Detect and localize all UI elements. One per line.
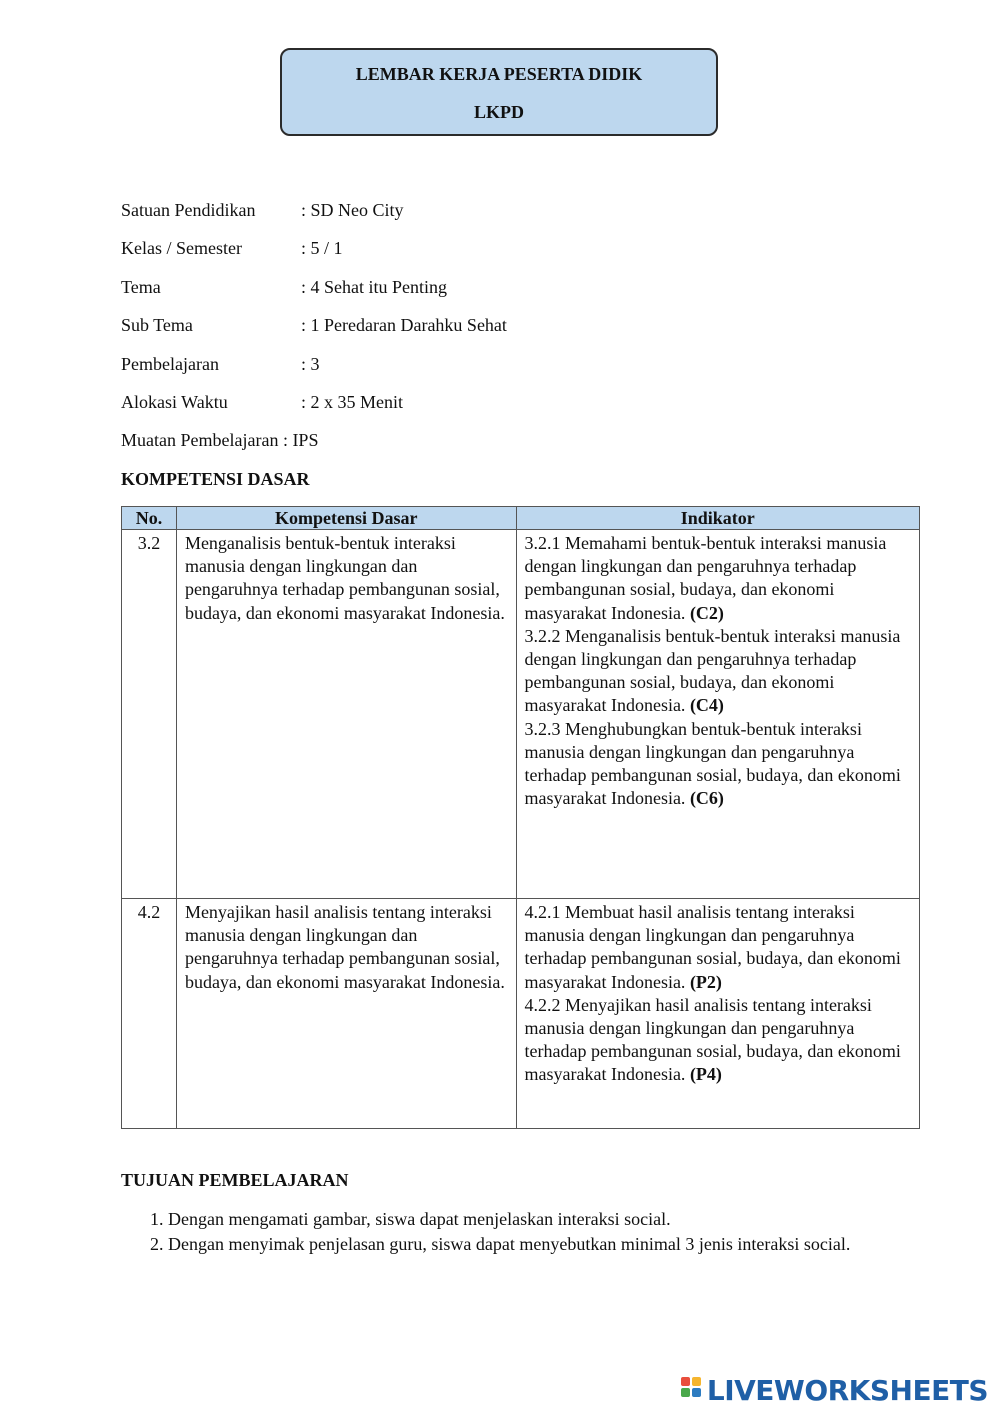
info-label: Alokasi Waktu [121,391,228,412]
indikator-cell [516,899,920,1129]
info-label: Satuan Pendidikan [121,200,256,220]
liveworksheets-icon [681,1377,703,1403]
info-value: : 2 x 35 Menit [301,391,403,412]
identity-section [121,198,507,467]
info-row [121,198,507,236]
muatan-row: Muatan Pembelajaran : IPS [121,430,319,451]
indikator-cell [516,530,920,899]
info-value: : 4 Sehat itu Penting [301,276,447,297]
skill-level: (P2) [689,971,722,992]
info-value: : SD Neo City [301,200,404,220]
indikator-item: 3.2.2 Menganalisis bentuk-bentuk interaksi manusia dengan lingkungan dan pengaruhnya terhadap pembangunan sosial, budaya, dan ekonomi masyarakat Indonesia. (C4) [524,625,901,716]
info-label: Sub Tema [121,315,193,336]
indikator-item: 3.2.3 Menghubungkan bentuk-bentuk interaksi manusia dengan lingkungan dan pengaruhnya terhadap pembangunan sosial, budaya, dan ekonomi masyarakat Indonesia. (C6) [524,718,901,809]
title-box [280,48,718,136]
column-header-indikator: Indikator [516,507,920,530]
info-label: Tema [121,276,161,297]
tujuan-heading: TUJUAN PEMBELAJARAN [121,1170,349,1190]
info-row [121,313,507,351]
info-value: : 5 / 1 [301,238,343,259]
column-header-kd: Kompetensi Dasar [176,507,516,530]
kd-heading: KOMPETENSI DASAR [121,469,310,489]
column-header-no: No. [122,507,177,530]
liveworksheets-logo [681,1374,988,1406]
info-value: : 3 [301,353,320,374]
info-row [121,352,507,390]
document-subtitle: LKPD [473,102,524,122]
skill-level: (P4) [689,1064,722,1085]
info-row [121,236,507,274]
kd-cell: Menganalisis bentuk-bentuk interaksi manusia dengan lingkungan dan pengaruhnya terhadap pembangunan sosial, budaya, dan ekonomi masyarakat Indonesia. [176,530,516,899]
info-label: Kelas / Semester [121,238,242,259]
info-row [121,390,507,428]
competency-table [121,506,920,1129]
info-value: : 1 Peredaran Darahku Sehat [301,315,507,336]
cognitive-level: (C2) [689,602,724,623]
kd-cell: Menyajikan hasil analisis tentang interaksi manusia dengan lingkungan dan pengaruhnya terhadap pembangunan sosial, budaya, dan ekonomi masyarakat Indonesia. [176,899,516,1129]
table-header-row [122,507,920,530]
indikator-item: 4.2.2 Menyajikan hasil analisis tentang interaksi manusia dengan lingkungan dan pengaruhnya terhadap pembangunan sosial, budaya, dan ekonomi masyarakat Indonesia. (P4) [524,994,901,1085]
table-row [122,530,920,899]
row-number: 4.2 [122,899,177,1129]
learning-objectives-list [121,1207,948,1257]
logo-text: LIVEWORKSHEETS [706,1373,988,1407]
indikator-item: 3.2.1 Memahami bentuk-bentuk interaksi manusia dengan lingkungan dan pengaruhnya terhadap pembangunan sosial, budaya, dan ekonomi masyarakat Indonesia. (C2) [524,533,887,623]
indikator-item: 4.2.1 Membuat hasil analisis tentang interaksi manusia dengan lingkungan dan pengaruhnya terhadap pembangunan sosial, budaya, dan ekonomi masyarakat Indonesia. (P2) [524,902,901,992]
list-item: 1. Dengan mengamati gambar, siswa dapat menjelaskan interaksi social. [168,1207,948,1232]
cognitive-level: (C4) [689,695,724,716]
list-item: 2. Dengan menyimak penjelasan guru, siswa dapat menyebutkan minimal 3 jenis interaksi social. [168,1232,948,1257]
document-title: LEMBAR KERJA PESERTA DIDIK [355,64,643,84]
row-number: 3.2 [122,530,177,899]
table-row [122,899,920,1129]
info-row [121,275,507,313]
cognitive-level: (C6) [689,788,724,809]
info-label: Pembelajaran [121,353,219,374]
